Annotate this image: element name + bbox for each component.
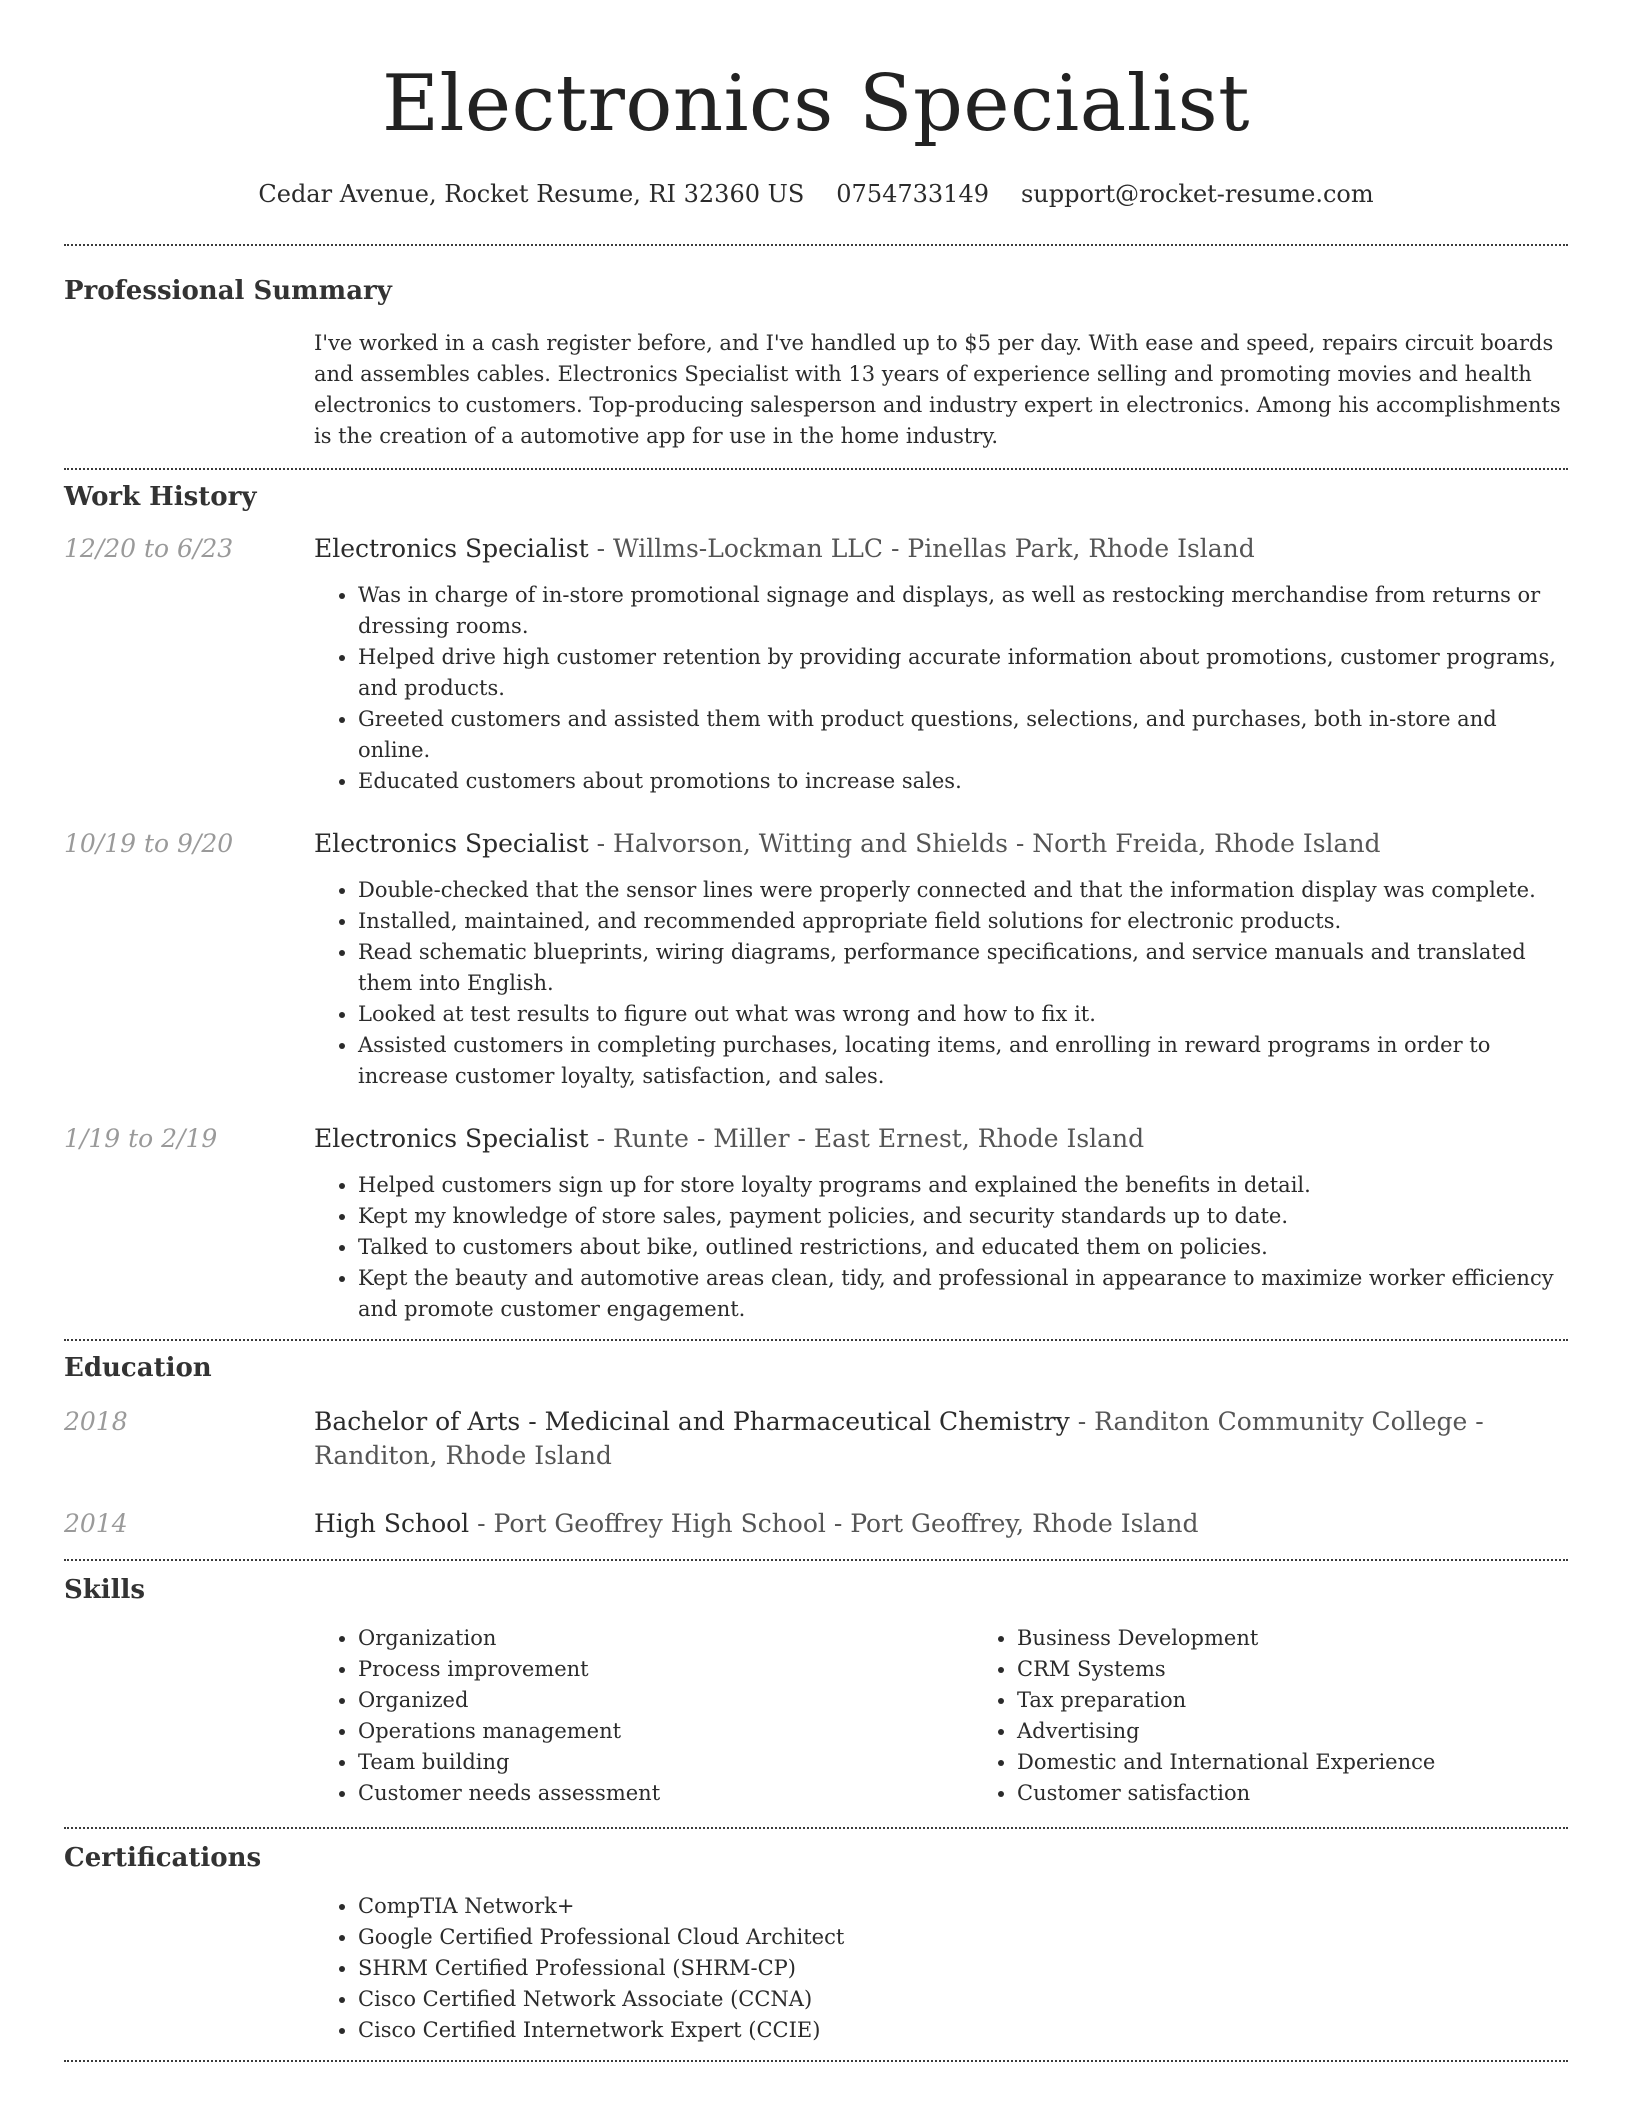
list-item: • Assisted customers in completing purchases, locating items, and enrolling in reward programs in order to increase customer loyalty, satisfaction, and sales. xyxy=(358,1030,1568,1092)
skills-list-right xyxy=(973,1623,1632,1809)
candidate-name: Electronics Specialist xyxy=(382,59,1250,149)
list-item: • CompTIA Network+ xyxy=(358,1891,1568,1922)
list-item: • CRM Systems xyxy=(1017,1654,1632,1685)
list-item: • Process improvement xyxy=(358,1654,973,1685)
list-item: • Read schematic blueprints, wiring diagrams, performance specifications, and service manuals and translated them into English. xyxy=(358,937,1568,999)
list-item: • Customer needs assessment xyxy=(358,1778,973,1809)
list-item: • Talked to customers about bike, outlined restrictions, and educated them on policies. xyxy=(358,1232,1568,1263)
job-heading xyxy=(314,1122,1568,1156)
list-item: • Installed, maintained, and recommended appropriate field solutions for electronic products. xyxy=(358,906,1568,937)
contact-phone: 0754733149 xyxy=(836,180,989,208)
job-details: - Halvorson, Witting and Shields - North Freida, Rhode Island xyxy=(588,829,1381,858)
skills-row xyxy=(64,1623,1568,1809)
list-item: • Kept the beauty and automotive areas clean, tidy, and professional in appearance to maximize worker efficiency and promote customer engagement. xyxy=(358,1263,1568,1325)
job-role: Electronics Specialist xyxy=(314,534,589,563)
job-heading xyxy=(314,532,1568,566)
certifications-list xyxy=(314,1891,1568,2046)
list-item: • Helped drive high customer retention by providing accurate information about promotions, customer programs, and products. xyxy=(358,642,1568,704)
list-item: • Team building xyxy=(358,1747,973,1778)
section-divider xyxy=(64,244,1568,246)
contact-address: Cedar Avenue, Rocket Resume, RI 32360 US xyxy=(258,180,805,208)
education-entry xyxy=(64,1405,1568,1473)
list-item: • Kept my knowledge of store sales, payment policies, and security standards up to date. xyxy=(358,1201,1568,1232)
list-item: • Was in charge of in-store promotional signage and displays, as well as restocking merchandise from returns or dressing rooms. xyxy=(358,580,1568,642)
section-title-education: Education xyxy=(64,1353,212,1383)
list-item: • Cisco Certified Network Associate (CCNA) xyxy=(358,1984,1568,2015)
contact-email: support@rocket-resume.com xyxy=(1020,180,1374,208)
job-dates: 10/19 to 9/20 xyxy=(64,829,234,858)
job-dates: 1/19 to 2/19 xyxy=(64,1124,218,1153)
list-item: • Greeted customers and assisted them with product questions, selections, and purchases, both in-store and online. xyxy=(358,704,1568,766)
list-item: • Business Development xyxy=(1017,1623,1632,1654)
job-entry xyxy=(64,532,1568,797)
job-dates: 12/20 to 6/23 xyxy=(64,534,234,563)
education-year: 2014 xyxy=(64,1509,128,1538)
list-item: • Operations management xyxy=(358,1716,973,1747)
job-bullets xyxy=(314,1170,1568,1325)
education-entry xyxy=(64,1507,1568,1541)
section-title-certifications: Certifications xyxy=(64,1843,262,1873)
resume-header xyxy=(64,50,1568,210)
job-heading xyxy=(314,827,1568,861)
list-item: • Organization xyxy=(358,1623,973,1654)
section-divider xyxy=(64,1339,1568,1341)
certifications-row xyxy=(64,1891,1568,2046)
section-divider xyxy=(64,1827,1568,1829)
job-bullets xyxy=(314,580,1568,797)
education-degree: High School xyxy=(314,1509,470,1538)
list-item: • Google Certified Professional Cloud Architect xyxy=(358,1922,1568,1953)
list-item: • Tax preparation xyxy=(1017,1685,1632,1716)
job-details: - Willms-Lockman LLC - Pinellas Park, Rhode Island xyxy=(588,534,1255,563)
job-role: Electronics Specialist xyxy=(314,1124,589,1153)
list-item: • Organized xyxy=(358,1685,973,1716)
education-degree: Bachelor of Arts - Medicinal and Pharmaceutical Chemistry xyxy=(314,1407,1070,1436)
section-title-summary: Professional Summary xyxy=(64,276,392,306)
education-heading xyxy=(314,1405,1568,1473)
list-item: • SHRM Certified Professional (SHRM-CP) xyxy=(358,1953,1568,1984)
skills-list-left xyxy=(314,1623,973,1809)
summary-text: I've worked in a cash register before, and I've handled up to $5 per day. With ease and speed, repairs circuit boards and assembles cables. Electronics Specialist with 13 years of experience selling and promoting movies and health electronics to customers. Top-producing salesperson and industry expert in electronics. Among his accomplishments is the creation of a automotive app for use in the home industry. xyxy=(314,331,1561,448)
list-item: • Cisco Certified Internetwork Expert (CCIE) xyxy=(358,2015,1568,2046)
section-divider xyxy=(64,1559,1568,1561)
job-entry xyxy=(64,827,1568,1092)
job-entry xyxy=(64,1122,1568,1325)
education-heading xyxy=(314,1507,1568,1541)
list-item: • Advertising xyxy=(1017,1716,1632,1747)
list-item: • Looked at test results to figure out what was wrong and how to fix it. xyxy=(358,999,1568,1030)
section-title-work: Work History xyxy=(64,482,257,512)
list-item: • Customer satisfaction xyxy=(1017,1778,1632,1809)
skills-columns xyxy=(314,1623,1632,1809)
education-details: - Port Geoffrey High School - Port Geoffrey, Rhode Island xyxy=(469,1509,1199,1538)
list-item: • Educated customers about promotions to increase sales. xyxy=(358,766,1568,797)
section-divider xyxy=(64,2060,1568,2062)
contact-line xyxy=(64,178,1568,210)
education-details: - Randiton Community College - Randiton, Rhode Island xyxy=(314,1407,1484,1470)
list-item: • Double-checked that the sensor lines were properly connected and that the information display was complete. xyxy=(358,875,1568,906)
education-year: 2018 xyxy=(64,1407,128,1436)
list-item: • Helped customers sign up for store loyalty programs and explained the benefits in detail. xyxy=(358,1170,1568,1201)
job-bullets xyxy=(314,875,1568,1092)
section-divider xyxy=(64,468,1568,470)
summary-row xyxy=(64,328,1568,452)
job-details: - Runte - Miller - East Ernest, Rhode Island xyxy=(588,1124,1145,1153)
list-item: • Domestic and International Experience xyxy=(1017,1747,1632,1778)
section-title-skills: Skills xyxy=(64,1575,146,1605)
job-role: Electronics Specialist xyxy=(314,829,589,858)
